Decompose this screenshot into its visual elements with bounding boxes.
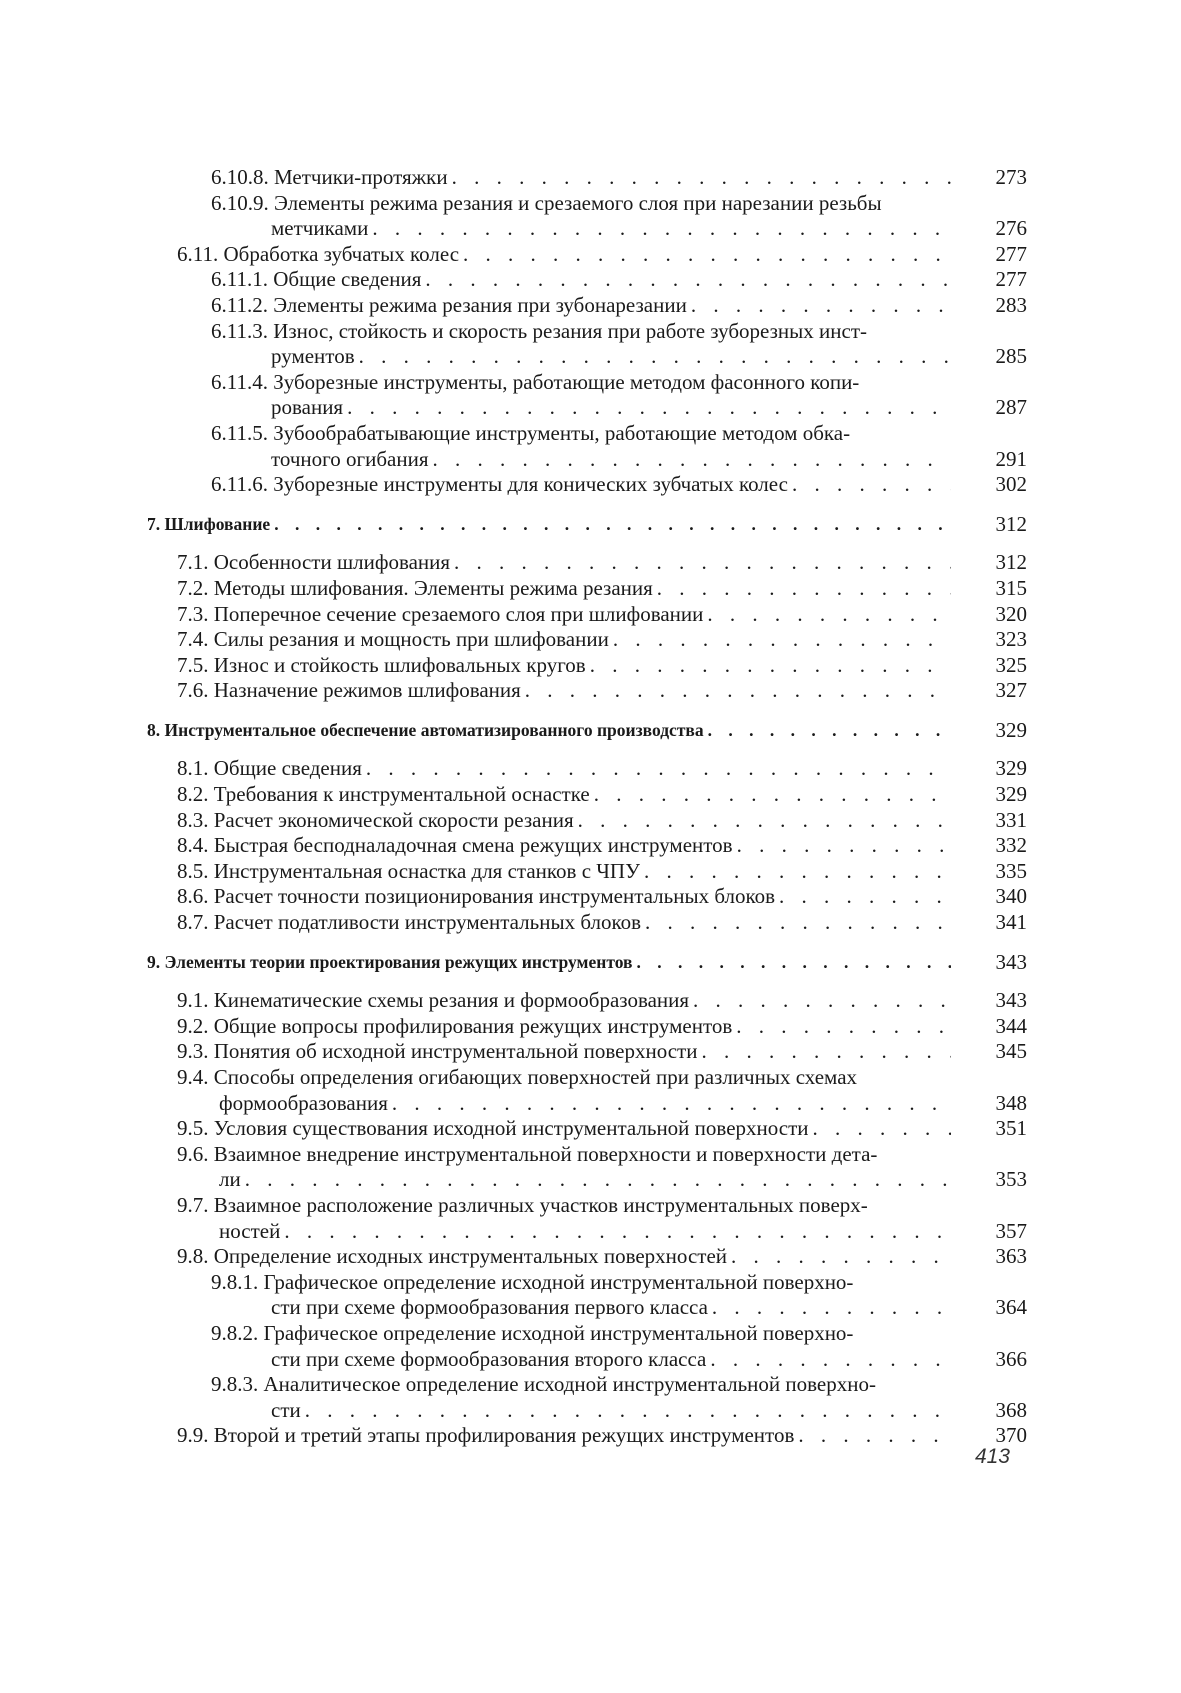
toc-entry-title: 7.2. Методы шлифования. Элементы режима резания (177, 575, 653, 600)
toc-section (147, 576, 1027, 602)
toc-subsection (147, 370, 1027, 421)
toc-page-number: 320 (995, 601, 1027, 626)
toc-page-number: 277 (995, 241, 1027, 266)
dot-leader (454, 550, 951, 576)
toc-entry-title: 8.7. Расчет податливости инструментальных блоков (177, 910, 642, 935)
toc-page-number: 325 (995, 652, 1027, 677)
toc-entry-title: 8.2. Требования к инструментальной оснастке (177, 782, 590, 807)
dot-leader (636, 950, 951, 976)
page-number: 413 (974, 1445, 1010, 1468)
toc-page-number: 291 (995, 446, 1027, 471)
dot-leader (525, 678, 951, 704)
toc-section (147, 782, 1027, 808)
dot-leader (712, 1295, 951, 1321)
dot-leader (798, 1423, 951, 1449)
toc-section (147, 1014, 1027, 1040)
toc-line (177, 988, 957, 1014)
toc-section (147, 1039, 1027, 1065)
toc-entry-title: 6.11.2. Элементы режима резания при зубонарезании (211, 292, 687, 317)
toc-line (211, 191, 957, 217)
toc-line (147, 718, 957, 744)
toc-section (147, 653, 1027, 679)
toc-line (177, 1142, 957, 1168)
toc-entry-title: ностей (219, 1218, 281, 1243)
toc-line (177, 242, 957, 268)
toc-subsection (147, 319, 1027, 370)
toc-line (177, 1039, 957, 1065)
toc-page-number: 327 (995, 678, 1027, 703)
toc-line (211, 1372, 957, 1398)
table-of-contents (147, 165, 1027, 1449)
toc-line (177, 550, 957, 576)
toc-line (211, 267, 957, 293)
toc-entry-title: 7.1. Особенности шлифования (177, 550, 451, 575)
dot-leader (792, 472, 951, 498)
toc-entry-title: 9.6. Взаимное внедрение инструментальной поверхности и поверхности дета- (177, 1141, 878, 1166)
toc-page-number: 335 (995, 858, 1027, 883)
dot-leader (245, 1167, 951, 1193)
toc-entry-title: 9.3. Понятия об исходной инструментальной поверхности (177, 1039, 698, 1064)
toc-subsection (147, 1372, 1027, 1423)
toc-entry-title: сти при схеме формообразования второго класса (271, 1346, 707, 1371)
toc-section (147, 1193, 1027, 1244)
toc-subsection (147, 1270, 1027, 1321)
toc-section (147, 1116, 1027, 1142)
toc-line (147, 512, 957, 538)
toc-line (211, 1347, 957, 1373)
toc-line (177, 1244, 957, 1270)
toc-line (177, 884, 957, 910)
toc-entry-title: 8.5. Инструментальная оснастка для станков с ЧПУ (177, 858, 640, 883)
toc-line (211, 370, 957, 396)
toc-section (147, 602, 1027, 628)
toc-line (211, 447, 957, 473)
dot-leader (693, 988, 951, 1014)
dot-leader (590, 653, 951, 679)
toc-entry-title: 6.11.4. Зуборезные инструменты, работающие методом фасонного копи- (211, 369, 860, 394)
toc-entry-title: 9.2. Общие вопросы профилирования режущих инструментов (177, 1013, 733, 1038)
dot-leader (657, 576, 951, 602)
toc-section (147, 859, 1027, 885)
toc-entry-title: рументов (271, 344, 355, 369)
toc-line (177, 1116, 957, 1142)
toc-page-number: 312 (995, 550, 1027, 575)
toc-page-number: 329 (995, 717, 1027, 742)
toc-line (177, 1091, 957, 1117)
toc-line (211, 216, 957, 242)
toc-subsection (147, 293, 1027, 319)
toc-entry-title: точного огибания (271, 446, 429, 471)
dot-leader (707, 602, 951, 628)
dot-leader (691, 293, 951, 319)
toc-page-number: 315 (995, 575, 1027, 600)
toc-section (147, 678, 1027, 704)
toc-page-number: 273 (995, 165, 1027, 189)
dot-leader (708, 718, 951, 744)
toc-page-number: 345 (995, 1039, 1027, 1064)
toc-line (211, 1270, 957, 1296)
toc-subsection (147, 267, 1027, 293)
dot-leader (613, 627, 951, 653)
toc-chapter (147, 950, 1027, 976)
toc-entry-title: 6.11.1. Общие сведения (211, 267, 422, 292)
toc-line (177, 1167, 957, 1193)
toc-line (211, 1398, 957, 1424)
toc-line (177, 1193, 957, 1219)
toc-entry-title: 9.8. Определение исходных инструментальных поверхностей (177, 1244, 727, 1269)
toc-entry-title: 9.8.1. Графическое определение исходной инструментальной поверхно- (211, 1269, 854, 1294)
toc-page-number: 368 (995, 1397, 1027, 1422)
toc-line (211, 1295, 957, 1321)
toc-page-number: 302 (995, 472, 1027, 497)
dot-leader (274, 512, 951, 538)
toc-page-number: 329 (995, 782, 1027, 807)
toc-entry-title: 8.1. Общие сведения (177, 756, 362, 781)
dot-leader (372, 216, 951, 242)
toc-page-number: 370 (995, 1423, 1027, 1448)
toc-subsection (147, 165, 1027, 191)
toc-page-number: 332 (995, 833, 1027, 858)
toc-line (177, 1423, 957, 1449)
toc-line (177, 627, 957, 653)
dot-leader (701, 1039, 951, 1065)
dot-leader (710, 1347, 951, 1373)
toc-entry-title: 6.11.6. Зуборезные инструменты для конических зубчатых колес (211, 472, 788, 497)
toc-entry-title: 9.8.3. Аналитическое определение исходной инструментальной поверхно- (211, 1372, 876, 1397)
toc-page-number: 323 (995, 627, 1027, 652)
toc-entry-title: 7.3. Поперечное сечение срезаемого слоя при шлифовании (177, 601, 704, 626)
toc-section (147, 1142, 1027, 1193)
toc-line (177, 808, 957, 834)
toc-entry-title: 6.10.8. Метчики-протяжки (211, 165, 448, 189)
dot-leader (645, 910, 951, 936)
toc-entry-title: 7.4. Силы резания и мощность при шлифовании (177, 627, 609, 652)
toc-subsection (147, 472, 1027, 498)
toc-page-number: 351 (995, 1116, 1027, 1141)
dot-leader (463, 242, 951, 268)
toc-section (147, 756, 1027, 782)
toc-line (177, 1065, 957, 1091)
toc-entry-title: 6.10.9. Элементы режима резания и срезаемого слоя при нарезании резьбы (211, 190, 882, 215)
toc-subsection (147, 421, 1027, 472)
toc-entry-title: 9.4. Способы определения огибающих поверхностей при различных схемах (177, 1065, 858, 1089)
toc-page-number: 340 (995, 884, 1027, 909)
toc-entry-title: 9.5. Условия существования исходной инструментальной поверхности (177, 1116, 809, 1141)
toc-section (147, 884, 1027, 910)
dot-leader (305, 1398, 951, 1424)
toc-section (147, 242, 1027, 268)
toc-entry-title: 8. Инструментальное обеспечение автоматизированного производства (147, 719, 704, 740)
dot-leader (392, 1091, 951, 1117)
toc-line (211, 165, 957, 191)
toc-line (211, 344, 957, 370)
toc-entry-title: сти при схеме формообразования первого класса (271, 1295, 708, 1320)
dot-leader (731, 1244, 951, 1270)
toc-entry-title: формообразования (219, 1090, 388, 1115)
toc-chapter (147, 512, 1027, 538)
dot-leader (594, 782, 951, 808)
toc-line (177, 833, 957, 859)
toc-section (147, 550, 1027, 576)
dot-leader (347, 395, 951, 421)
toc-line (177, 653, 957, 679)
toc-section (147, 1065, 1027, 1116)
toc-page-number: 312 (995, 511, 1027, 536)
toc-line (177, 1014, 957, 1040)
toc-chapter (147, 718, 1027, 744)
toc-line (211, 293, 957, 319)
toc-line (211, 472, 957, 498)
toc-entry-title: 9.9. Второй и третий этапы профилирования режущих инструментов (177, 1423, 795, 1448)
toc-page-number: 283 (995, 292, 1027, 317)
toc-entry-title: метчиками (271, 216, 369, 241)
toc-line (211, 1321, 957, 1347)
toc-entry-title: 8.3. Расчет экономической скорости резания (177, 807, 574, 832)
dot-leader (284, 1219, 951, 1245)
toc-section (147, 910, 1027, 936)
toc-entry-title: 6.11.3. Износ, стойкость и скорость резания при работе зуборезных инст- (211, 318, 867, 343)
dot-leader (359, 344, 951, 370)
toc-line (177, 576, 957, 602)
toc-line (177, 1219, 957, 1245)
toc-entry-title: рования (271, 395, 344, 420)
toc-page-number: 331 (995, 807, 1027, 832)
toc-entry-title: 8.6. Расчет точности позиционирования инструментальных блоков (177, 884, 776, 909)
dot-leader (736, 1014, 951, 1040)
dot-leader (366, 756, 951, 782)
toc-entry-title: ли (219, 1167, 241, 1192)
toc-subsection (147, 191, 1027, 242)
toc-section (147, 808, 1027, 834)
toc-entry-title: 8.4. Быстрая бесподналадочная смена режущих инструментов (177, 833, 733, 858)
toc-entry-title: 9.1. Кинематические схемы резания и формообразования (177, 988, 690, 1013)
dot-leader (813, 1116, 951, 1142)
dot-leader (737, 833, 951, 859)
dot-leader (779, 884, 951, 910)
dot-leader (452, 165, 951, 191)
toc-line (211, 421, 957, 447)
toc-section (147, 1244, 1027, 1270)
toc-line (177, 859, 957, 885)
toc-page-number: 363 (995, 1244, 1027, 1269)
toc-line (177, 910, 957, 936)
dot-leader (644, 859, 951, 885)
toc-page-number: 277 (995, 267, 1027, 292)
toc-line (177, 602, 957, 628)
toc-subsection (147, 1321, 1027, 1372)
toc-page-number: 276 (995, 216, 1027, 241)
dot-leader (433, 447, 952, 473)
toc-page-number: 366 (995, 1346, 1027, 1371)
toc-line (211, 395, 957, 421)
toc-entry-title: 9. Элементы теории проектирования режущих инструментов (147, 951, 633, 972)
toc-section (147, 627, 1027, 653)
toc-page-number: 344 (995, 1013, 1027, 1038)
toc-entry-title: 7.6. Назначение режимов шлифования (177, 678, 521, 703)
toc-entry-title: 7. Шлифование (147, 513, 271, 534)
toc-page-number: 341 (995, 910, 1027, 935)
toc-line (177, 678, 957, 704)
toc-page-number: 285 (995, 344, 1027, 369)
toc-page-number: 343 (995, 949, 1027, 974)
toc-line (177, 782, 957, 808)
toc-section (147, 833, 1027, 859)
toc-page-number: 287 (995, 395, 1027, 420)
toc-entry-title: 7.5. Износ и стойкость шлифовальных кругов (177, 652, 586, 677)
toc-entry-title: 9.7. Взаимное расположение различных участков инструментальных поверх- (177, 1192, 868, 1217)
toc-line (211, 319, 957, 345)
toc-page-number: 357 (995, 1218, 1027, 1243)
toc-entry-title: сти (271, 1397, 301, 1422)
toc-line (147, 950, 957, 976)
dot-leader (425, 267, 951, 293)
toc-page-number: 343 (995, 988, 1027, 1013)
toc-page-number: 329 (995, 756, 1027, 781)
toc-line (177, 756, 957, 782)
toc-entry-title: 6.11. Обработка зубчатых колес (177, 241, 460, 266)
dot-leader (578, 808, 951, 834)
toc-entry-title: 9.8.2. Графическое определение исходной инструментальной поверхно- (211, 1320, 854, 1345)
toc-page-number: 364 (995, 1295, 1027, 1320)
toc-section (147, 1423, 1027, 1449)
toc-page-number: 348 (995, 1090, 1027, 1115)
toc-page-number: 353 (995, 1167, 1027, 1192)
toc-entry-title: 6.11.5. Зубообрабатывающие инструменты, работающие методом обка- (211, 420, 851, 445)
toc-section (147, 988, 1027, 1014)
